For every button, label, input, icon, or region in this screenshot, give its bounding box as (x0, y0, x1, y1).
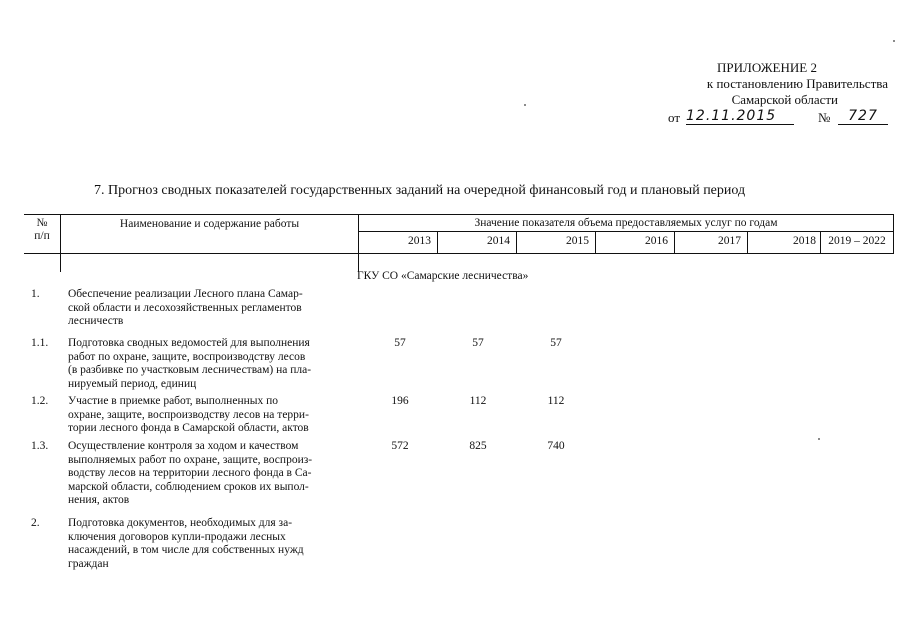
table-header (24, 214, 894, 272)
decree-line: к постановлению Правительства (706, 76, 888, 91)
scan-speck (818, 438, 820, 440)
section-label: ГКУ СО «Самарские лесничества» (357, 270, 529, 282)
value-2013: 196 (391, 395, 409, 407)
row-number: 2. (31, 517, 40, 529)
row-number: 1. (31, 288, 40, 300)
row-number: 1.1. (31, 337, 49, 349)
year-header: 2016 (596, 232, 675, 254)
from-label: от (668, 110, 681, 125)
value-2015: 112 (547, 395, 565, 407)
value-2015: 740 (547, 440, 565, 452)
appendix-title: ПРИЛОЖЕНИЕ 2 (717, 60, 817, 75)
value-2014: 112 (469, 395, 487, 407)
year-header: 2018 (748, 232, 821, 254)
row-description: Осуществление контроля за ходом и качеством выполняемых работ по охране, защите, воспроиз- водству лесов на территории лесного фонда в Са- марской области, соблюдением сроков их выпол- нения, актов (68, 440, 313, 506)
row-number: 1.3. (31, 440, 49, 452)
value-2015: 57 (550, 337, 562, 349)
value-2014: 825 (469, 440, 487, 452)
page-title: 7. Прогноз сводных показателей государственных заданий на очередной финансовый год и плановый период (94, 183, 746, 198)
col-num-line1: № (36, 217, 48, 229)
region-line: Самарской области (731, 92, 838, 107)
col-values-header (359, 215, 894, 232)
col-num-header (24, 215, 61, 254)
col-values-label: Значение показателя объема предоставляемых услуг по годам (474, 217, 778, 229)
col-num-line2: п/п (34, 230, 50, 242)
row-description: Подготовка сводных ведомостей для выполнения работ по охране, защите, воспроизводству лесов (в разбивке по участковым лесничествам) на пла- нируемый период, единиц (68, 337, 312, 390)
year-header: 2019 – 2022 (821, 232, 894, 254)
col-name-header (61, 215, 359, 254)
decree-date: 12.11.2015 (686, 108, 794, 125)
value-2013: 57 (394, 337, 406, 349)
decree-date-line (668, 108, 890, 128)
scan-speck (893, 40, 895, 42)
year-header: 2017 (675, 232, 748, 254)
decree-number: 727 (838, 108, 888, 125)
value-2013: 572 (391, 440, 409, 452)
row-description: Обеспечение реализации Лесного плана Самар- ской области и лесохозяйственных регламентов лесничеств (68, 288, 303, 327)
col-name-label: Наименование и содержание работы (119, 218, 300, 230)
number-label: № (818, 110, 831, 125)
year-header: 2014 (438, 232, 517, 254)
year-header: 2015 (517, 232, 596, 254)
row-description: Подготовка документов, необходимых для за- ключения договоров купли-продажи лесных насаждений, в том числе для собственных нужд граждан (68, 517, 304, 570)
row-description: Участие в приемке работ, выполненных по охране, защите, воспроизводству лесов на терри- тории лесного фонда в Самарской области, актов (68, 395, 309, 434)
scan-speck (524, 104, 526, 106)
year-header: 2013 (359, 232, 438, 254)
value-2014: 57 (472, 337, 484, 349)
row-number: 1.2. (31, 395, 49, 407)
